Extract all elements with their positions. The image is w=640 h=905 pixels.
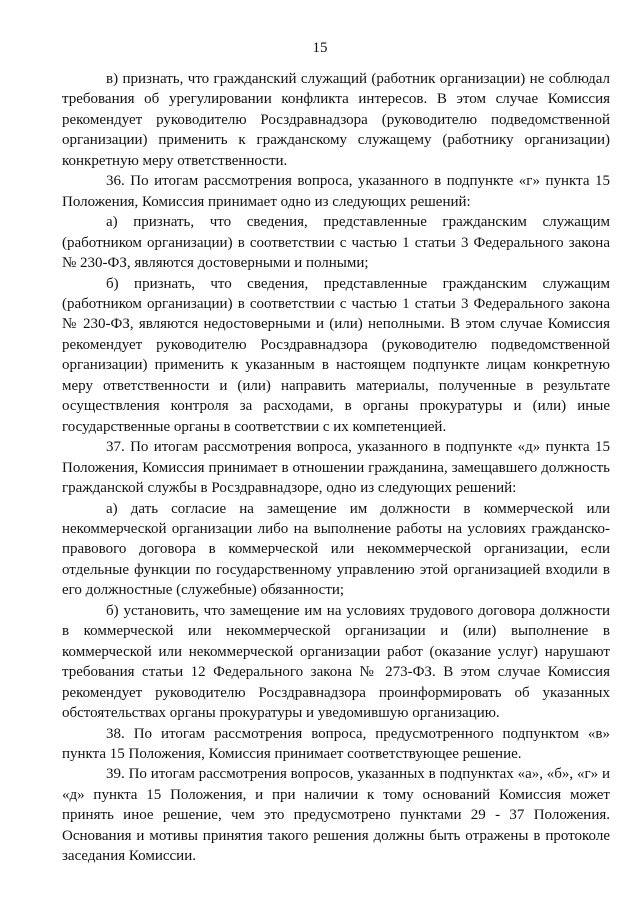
paragraph-38: 38. По итогам рассмотрения вопроса, предусмотренного подпунктом «в» пункта 15 Положения, Комиссия принимает соответствующее решение. <box>62 725 610 762</box>
paragraph-37: 37. По итогам рассмотрения вопроса, указанного в подпункте «д» пункта 15 Положения, Комиссия принимает в отношении гражданина, замещавшего должность гражданской службы в Росздравнадзоре, одно из следующих решений: <box>62 439 610 497</box>
paragraph-item-v: в) признать, что гражданский служащий (работник организации) не соблюдал требования об урегулировании конфликта интересов. В этом случае Комиссия рекомендует руководителю Росздравнадзора (руководителю подведомственной организации) применить к гражданскому служащему (работнику организации) конкретную меру ответственности. <box>62 71 610 169</box>
paragraph-39: 39. По итогам рассмотрения вопросов, указанных в подпунктах «а», «б», «г» и «д» пункта 15 Положения, и при наличии к тому оснований Комиссия может принять иное решение, чем это предусмотрено пунктами 29 - 37 Положения. Основания и мотивы принятия такого решения должны быть отражены в протоколе заседания Комиссии. <box>62 766 610 865</box>
paragraph-37-a: а) дать согласие на замещение им должности в коммерческой или некоммерческой организации либо на выполнение работы на условиях гражданско-правового договора в коммерческой или некоммерческой организации, если отдельные функции по государственному управлению этой организацией входили в его должностные (служебные) обязанности; <box>62 500 610 599</box>
paragraph-37-b: б) установить, что замещение им на условиях трудового договора должности в коммерческой или некоммерческой организации и (или) выполнение в коммерческой или некоммерческой организации работ (оказание услуг) нарушают требования статьи 12 Федерального закона № 273-ФЗ. В этом случае Комиссия рекомендует руководителю Росздравнадзора проинформировать об указанных обстоятельствах органы прокуратуры и уведомившую организацию. <box>62 602 610 722</box>
paragraph-36-a: а) признать, что сведения, представленные гражданским служащим (работником организации) в соответствии с частью 1 статьи 3 Федерального закона № 230-ФЗ, являются достоверными и полными; <box>62 214 610 272</box>
document-body <box>62 69 610 867</box>
page-number: 15 <box>312 40 328 56</box>
paragraph-36-b: б) признать, что сведения, представленные гражданским служащим (работником организации) в соответствии с частью 1 статьи 3 Федерального закона № 230-ФЗ, являются недостоверными и (или) неполными. В этом случае Комиссия рекомендует руководителю Росздравнадзора (руководителю подведомственной организации) применить к указанным в настоящем подпункте лицам конкретную меру ответственности и (или) направить материалы, полученные в результате осуществления контроля за расходами, в органы прокуратуры и (или) иные государственные органы в соответствии с их компетенцией. <box>62 275 610 435</box>
paragraph-36: 36. По итогам рассмотрения вопроса, указанного в подпункте «г» пункта 15 Положения, Комиссия принимает одно из следующих решений: <box>62 173 610 210</box>
